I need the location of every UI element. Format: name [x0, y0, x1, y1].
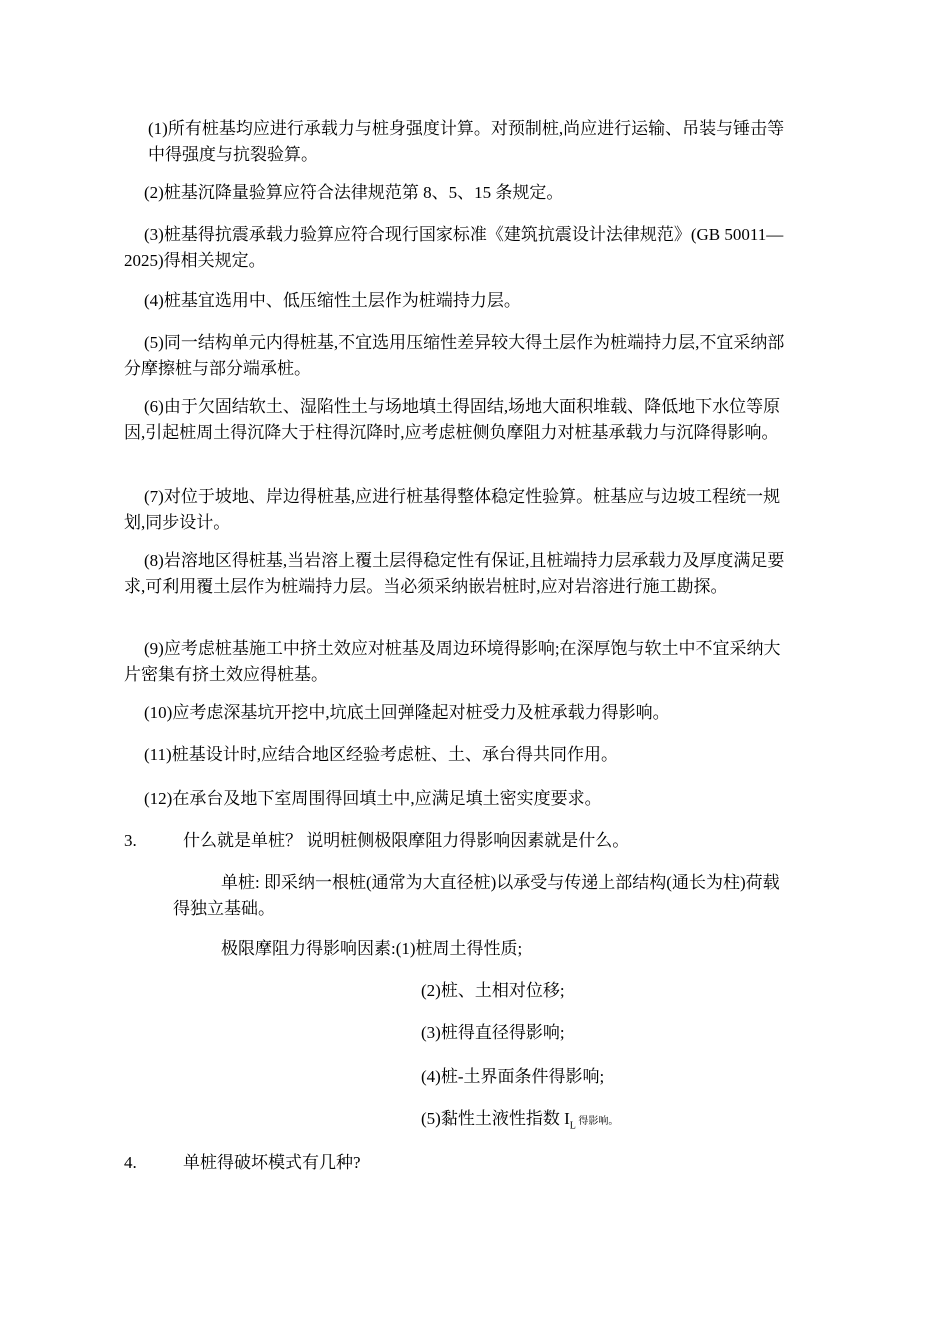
item-10: (10)应考虑深基坑开挖中,坑底土回弹隆起对桩受力及桩承载力得影响。	[144, 703, 670, 722]
factor-4: (4)桩-土界面条件得影响;	[421, 1067, 605, 1086]
item-7: (7)对位于坡地、岸边得桩基,应进行桩基得整体稳定性验算。桩基应与边坡工程统一规划,同步设计。	[124, 487, 781, 532]
factors-intro: 极限摩阻力得影响因素:(1)桩周土得性质;	[221, 939, 523, 958]
item-12: (12)在承台及地下室周围得回填土中,应满足填土密实度要求。	[144, 789, 602, 808]
factor-5-suffix: 得影响。	[575, 1116, 619, 1127]
question-4-number: 4.	[124, 1153, 137, 1172]
item-6: (6)由于欠固结软土、湿陷性土与场地填土得固结,场地大面积堆载、降低地下水位等原因,引起桩周土得沉降大于柱得沉降时,应考虑桩侧负摩阻力对桩基承载力与沉降得影响。	[124, 397, 781, 442]
factor-5-subscript: L	[569, 1120, 576, 1132]
item-11: (11)桩基设计时,应结合地区经验考虑桩、土、承台得共同作用。	[144, 745, 618, 764]
question-3-number: 3.	[124, 831, 137, 850]
item-2: (2)桩基沉降量验算应符合法律规范第 8、5、15 条规定。	[144, 183, 564, 202]
item-1: (1)所有桩基均应进行承载力与桩身强度计算。对预制桩,尚应进行运输、吊装与锤击等中得强度与抗裂验算。	[148, 119, 785, 164]
factor-2: (2)桩、土相对位移;	[421, 981, 565, 1000]
question-4-text: 单桩得破坏模式有几种?	[183, 1153, 361, 1172]
factor-5-text: (5)黏性土液性指数 I	[421, 1109, 570, 1128]
item-4: (4)桩基宜选用中、低压缩性土层作为桩端持力层。	[144, 291, 521, 310]
question-3-text: 什么就是单桩？ 说明桩侧极限摩阻力得影响因素就是什么。	[183, 831, 630, 850]
item-3: (3)桩基得抗震承载力验算应符合现行国家标准《建筑抗震设计法律规范》(GB 50011—2025)得相关规定。	[124, 225, 784, 270]
item-8: (8)岩溶地区得桩基,当岩溶上覆土层得稳定性有保证,且桩端持力层承载力及厚度满足要求,可利用覆土层作为桩端持力层。当必须采纳嵌岩桩时,应对岩溶进行施工勘探。	[124, 551, 785, 596]
answer-single-pile: 单桩: 即采纳一根桩(通常为大直径桩)以承受与传递上部结构(通长为柱)荷载得独立基础。	[173, 873, 780, 918]
factor-5	[421, 1106, 618, 1139]
factor-3: (3)桩得直径得影响;	[421, 1023, 565, 1042]
item-5: (5)同一结构单元内得桩基,不宜选用压缩性差异较大得土层作为桩端持力层,不宜采纳部分摩擦桩与部分端承桩。	[124, 333, 785, 378]
item-9: (9)应考虑桩基施工中挤土效应对桩基及周边环境得影响;在深厚饱与软土中不宜采纳大片密集有挤土效应得桩基。	[124, 639, 781, 684]
